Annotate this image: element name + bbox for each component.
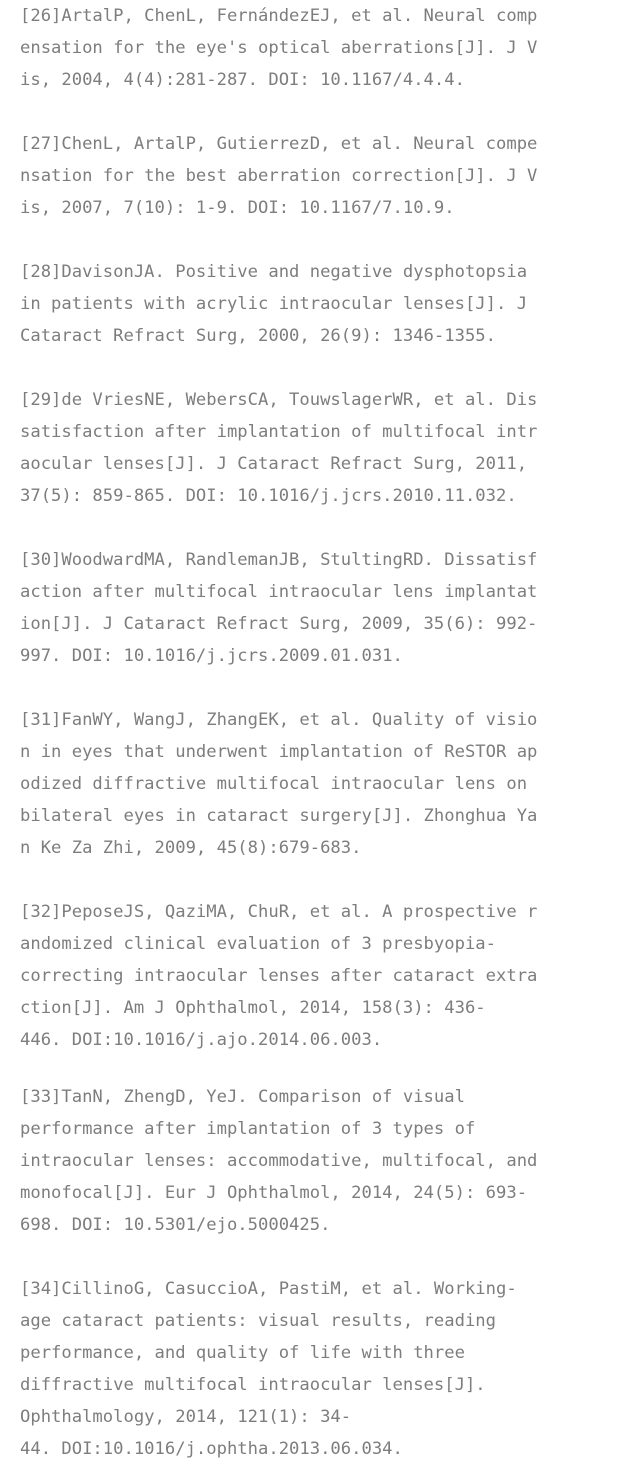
reference-line: action after multifocal intraocular lens implantat [20, 582, 538, 602]
reference-line: age cataract patients: visual results, reading [20, 1311, 496, 1331]
reference-line: 698. DOI: 10.5301/ejo.5000425. [20, 1215, 331, 1235]
reference-26 [20, 0, 537, 96]
reference-line: 997. DOI: 10.1016/j.jcrs.2009.01.031. [20, 646, 403, 666]
reference-line: [26]ArtalP, ChenL, FernándezEJ, et al. Neural comp [20, 6, 538, 26]
reference-34 [20, 1273, 517, 1465]
reference-29 [20, 384, 537, 512]
reference-line: 37(5): 859-865. DOI: 10.1016/j.jcrs.2010.11.032. [20, 486, 517, 506]
reference-27 [20, 128, 537, 224]
reference-line: ensation for the eye's optical aberrations[J]. J V [20, 38, 538, 58]
reference-line: n in eyes that underwent implantation of ReSTOR ap [20, 742, 538, 762]
reference-line: aocular lenses[J]. J Cataract Refract Surg, 2011, [20, 454, 528, 474]
reference-line: performance after implantation of 3 types of [20, 1119, 476, 1139]
reference-line: andomized clinical evaluation of 3 presbyopia- [20, 934, 496, 954]
reference-line: Cataract Refract Surg, 2000, 26(9): 1346-1355. [20, 326, 496, 346]
reference-line: intraocular lenses: accommodative, multifocal, and [20, 1151, 538, 1171]
reference-line: [28]DavisonJA. Positive and negative dysphotopsia [20, 262, 528, 282]
reference-line: [32]PeposeJS, QaziMA, ChuR, et al. A prospective r [20, 902, 538, 922]
reference-33 [20, 1081, 537, 1241]
reference-line: [29]de VriesNE, WebersCA, TouwslagerWR, et al. Dis [20, 390, 538, 410]
reference-line: n Ke Za Zhi, 2009, 45(8):679-683. [20, 838, 362, 858]
reference-line: [34]CillinoG, CasuccioA, PastiM, et al. Working- [20, 1279, 517, 1299]
reference-line: [30]WoodwardMA, RandlemanJB, StultingRD. Dissatisf [20, 550, 538, 570]
reference-line: satisfaction after implantation of multifocal intr [20, 422, 538, 442]
reference-line: is, 2004, 4(4):281-287. DOI: 10.1167/4.4.4. [20, 70, 465, 90]
reference-31 [20, 704, 537, 864]
reference-line: correcting intraocular lenses after cataract extra [20, 966, 538, 986]
reference-line: [27]ChenL, ArtalP, GutierrezD, et al. Neural compe [20, 134, 538, 154]
reference-line: ion[J]. J Cataract Refract Surg, 2009, 35(6): 992- [20, 614, 538, 634]
reference-line: [31]FanWY, WangJ, ZhangEK, et al. Quality of visio [20, 710, 538, 730]
reference-line: [33]TanN, ZhengD, YeJ. Comparison of visual [20, 1087, 465, 1107]
reference-line: nsation for the best aberration correction[J]. J V [20, 166, 538, 186]
reference-line: bilateral eyes in cataract surgery[J]. Zhonghua Ya [20, 806, 538, 826]
reference-line: ction[J]. Am J Ophthalmol, 2014, 158(3): 436- [20, 998, 486, 1018]
reference-line: 446. DOI:10.1016/j.ajo.2014.06.003. [20, 1030, 383, 1050]
reference-line: odized diffractive multifocal intraocular lens on [20, 774, 528, 794]
reference-line: 44. DOI:10.1016/j.ophtha.2013.06.034. [20, 1439, 403, 1459]
reference-line: is, 2007, 7(10): 1-9. DOI: 10.1167/7.10.9. [20, 198, 455, 218]
reference-30 [20, 544, 537, 672]
reference-28 [20, 256, 527, 352]
reference-32 [20, 896, 537, 1056]
reference-line: diffractive multifocal intraocular lenses[J]. [20, 1375, 486, 1395]
reference-line: monofocal[J]. Eur J Ophthalmol, 2014, 24(5): 693- [20, 1183, 528, 1203]
reference-line: performance, and quality of life with three [20, 1343, 465, 1363]
reference-line: Ophthalmology, 2014, 121(1): 34- [20, 1407, 352, 1427]
reference-line: in patients with acrylic intraocular lenses[J]. J [20, 294, 528, 314]
